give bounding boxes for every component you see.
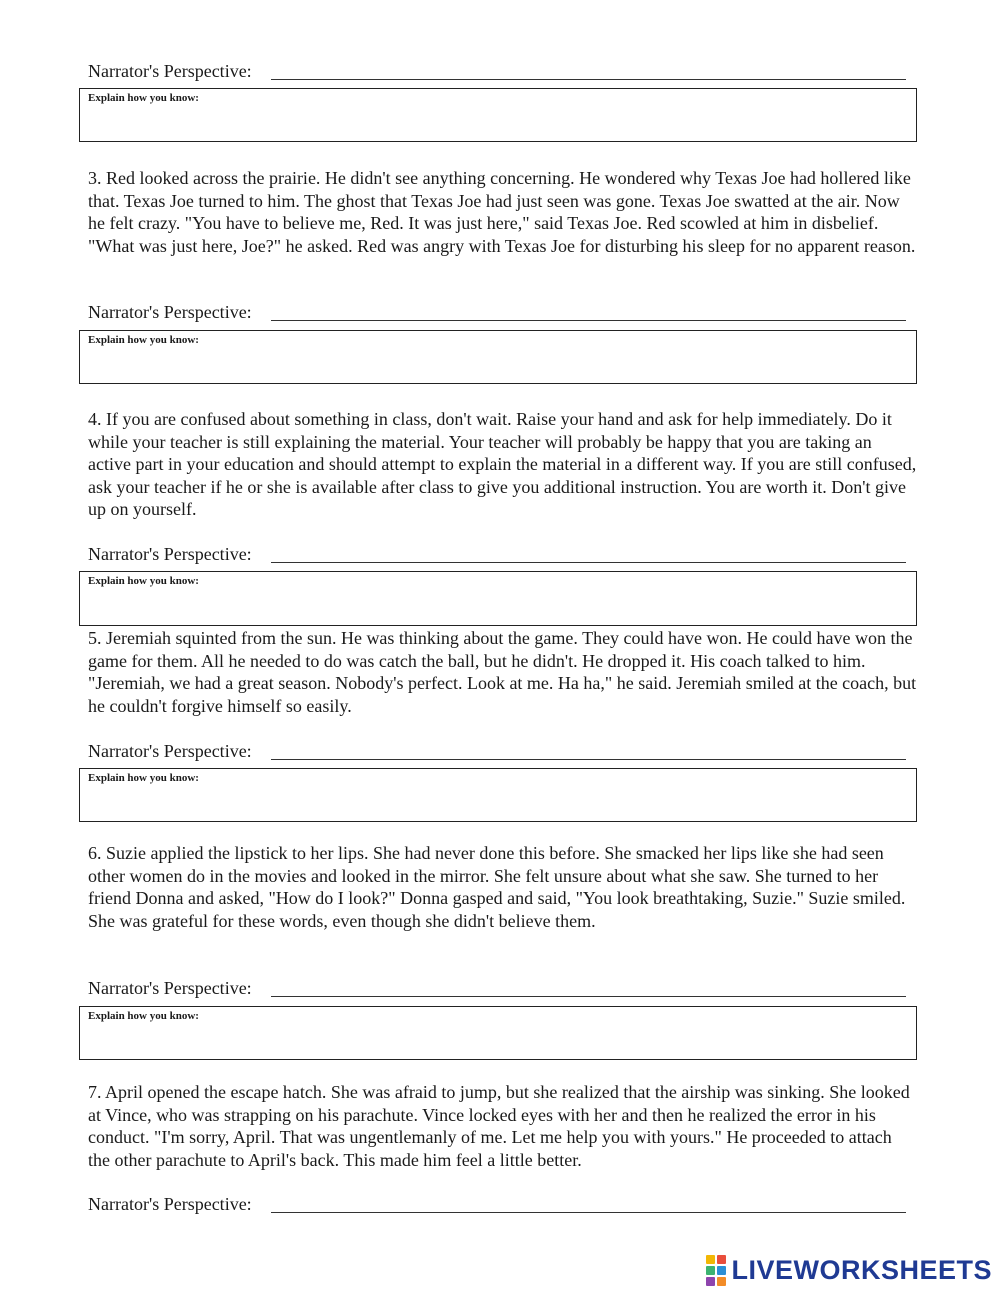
narrator-perspective-label: Narrator's Perspective:	[88, 741, 252, 761]
narrator-perspective-blank[interactable]	[271, 1194, 906, 1213]
logo-block	[706, 1266, 715, 1275]
narrator-perspective-blank[interactable]	[271, 741, 906, 760]
liveworksheets-logo	[706, 1253, 992, 1287]
explain-label: Explain how you know:	[88, 1010, 199, 1022]
question-5-passage: 5. Jeremiah squinted from the sun. He was thinking about the game. They could have won. He could have won the game for them. All he needed to do was catch the ball, but he didn't. He dropped it. His coach talked to him. "Jeremiah, we had a great season. Nobody's perfect. Look at me. Ha ha," he said. Jeremiah smiled at the coach, but he couldn't forgive himself so easily.	[88, 628, 917, 716]
logo-block	[706, 1277, 715, 1286]
narrator-perspective-blank[interactable]	[271, 302, 906, 321]
narrator-perspective-label: Narrator's Perspective:	[88, 302, 252, 322]
narrator-perspective-row	[88, 59, 918, 83]
narrator-perspective-row	[88, 976, 918, 1000]
explain-answer-box[interactable]	[79, 330, 917, 384]
explain-label: Explain how you know:	[88, 92, 199, 104]
explain-label: Explain how you know:	[88, 772, 199, 784]
explain-answer-box[interactable]	[79, 571, 917, 626]
logo-blocks-icon	[706, 1255, 726, 1286]
narrator-perspective-blank[interactable]	[271, 544, 906, 563]
narrator-perspective-label: Narrator's Perspective:	[88, 61, 252, 81]
narrator-perspective-row	[88, 739, 918, 763]
narrator-perspective-label: Narrator's Perspective:	[88, 978, 252, 998]
logo-block	[717, 1277, 726, 1286]
question-7-passage: 7. April opened the escape hatch. She was afraid to jump, but she realized that the airship was sinking. She looked at Vince, who was strapping on his parachute. Vince locked eyes with her and then he realized the error in his conduct. "I'm sorry, April. That was ungentlemanly of me. Let me help you with yours." He proceeded to attach the other parachute to April's back. This made him feel a little better.	[88, 1082, 910, 1170]
narrator-perspective-row	[88, 542, 918, 566]
narrator-perspective-label: Narrator's Perspective:	[88, 544, 252, 564]
brand-name: LIVEWORKSHEETS	[731, 1255, 992, 1285]
question-3-passage: 3. Red looked across the prairie. He didn't see anything concerning. He wondered why Texas Joe had hollered like that. Texas Joe turned to him. The ghost that Texas Joe had just seen was gone. Texas Joe swatted at the air. Now he felt crazy. "You have to believe me, Red. It was just here," said Texas Joe. Red scowled at him in disbelief. "What was just here, Joe?" he asked. Red was angry with Texas Joe for disturbing his sleep for no apparent reason.	[88, 168, 916, 256]
question-4-passage: 4. If you are confused about something in class, don't wait. Raise your hand and ask for help immediately. Do it while your teacher is still explaining the material. Your teacher will probably be happy that you are taking an active part in your education and should attempt to explain the material in a different way. If you are still confused, ask your teacher if he or she is available after class to give you additional instruction. You are worth it. Don't give up on yourself.	[88, 409, 917, 519]
explain-answer-box[interactable]	[79, 768, 917, 822]
logo-block	[706, 1255, 715, 1264]
question-6-passage: 6. Suzie applied the lipstick to her lips. She had never done this before. She smacked her lips like she had seen other women do in the movies and looked in the mirror. She felt unsure about what she saw. She turned to her friend Donna and asked, "How do I look?" Donna gasped and said, "You look breathtaking, Suzie." Suzie smiled. She was grateful for these words, even though she didn't believe them.	[88, 843, 906, 931]
narrator-perspective-row	[88, 1192, 918, 1216]
explain-answer-box[interactable]	[79, 1006, 917, 1060]
logo-block	[717, 1255, 726, 1264]
narrator-perspective-blank[interactable]	[271, 978, 906, 997]
explain-label: Explain how you know:	[88, 334, 199, 346]
narrator-perspective-blank[interactable]	[271, 61, 906, 80]
narrator-perspective-label: Narrator's Perspective:	[88, 1194, 252, 1214]
logo-block	[717, 1266, 726, 1275]
explain-label: Explain how you know:	[88, 575, 199, 587]
explain-answer-box[interactable]	[79, 88, 917, 142]
narrator-perspective-row	[88, 300, 918, 324]
